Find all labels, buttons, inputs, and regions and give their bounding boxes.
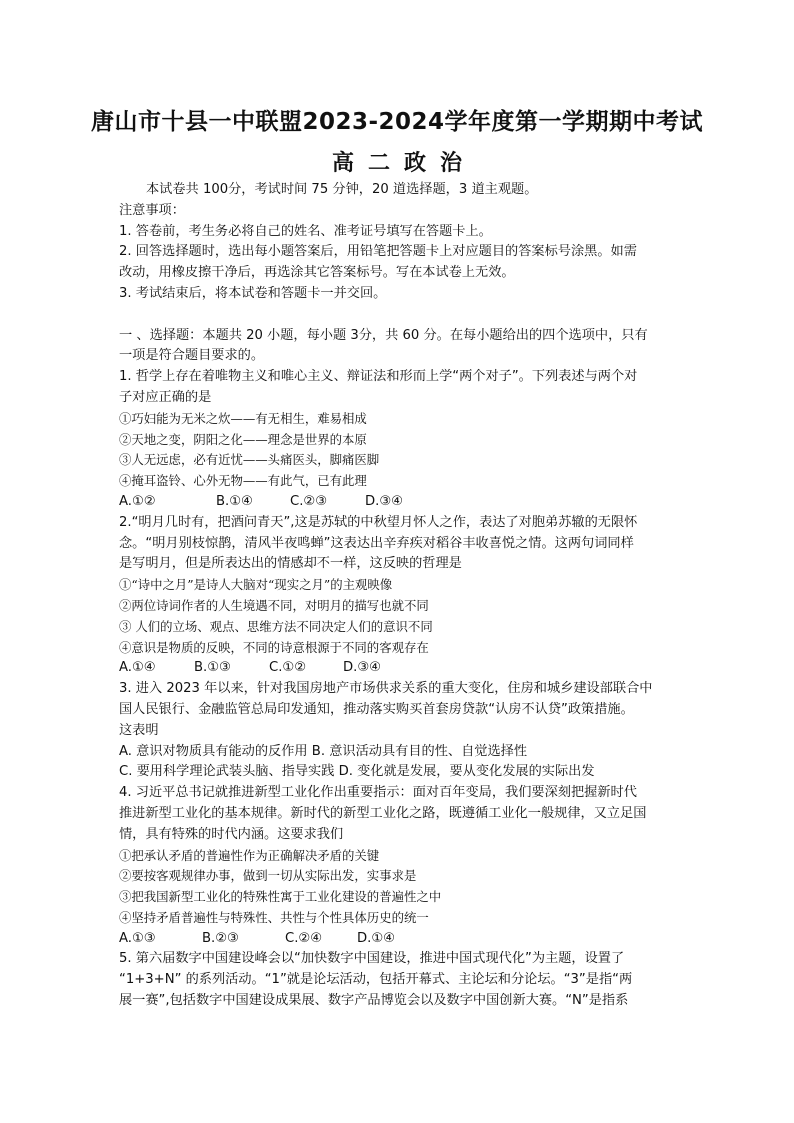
option-b: B.①④	[216, 493, 253, 509]
notice-line: 1. 答卷前，考生务必将自己的姓名、准考证号填写在答题卡上。	[119, 223, 492, 239]
question-item: ②天地之变，阴阳之化——理念是世界的本原	[119, 431, 367, 447]
question-stem: 子对应正确的是	[119, 389, 212, 405]
question-option-line: A. 意识对物质具有能动的反作用 B. 意识活动具有目的性、自觉选择性	[119, 743, 528, 759]
option-d: D.③④	[343, 660, 381, 676]
question-stem: 3. 进入 2023 年以来，针对我国房地产市场供求关系的重大变化，住房和城乡建设部联合中	[119, 681, 653, 697]
section-heading: 一 、选择题：本题共 20 小题，每小题 3分，共 60 分。在每小题给出的四个选项中，只有	[119, 327, 648, 343]
option-c: C.①②	[269, 660, 307, 676]
option-a: A.①④	[119, 660, 156, 676]
option-c: C.②③	[290, 493, 328, 509]
question-item: ③ 人们的立场、观点、思维方法不同决定人们的意识不同	[119, 618, 433, 634]
question-item: ①“诗中之月”是诗人大脑对“现实之月”的主观映像	[119, 577, 393, 593]
question-stem: 国人民银行、金融监管总局印发通知，推动落实购买首套房贷款“认房不认贷”政策措施。	[119, 701, 634, 717]
option-c: C.②④	[285, 930, 323, 946]
subject-title: 高二政治	[331, 151, 476, 176]
question-item: ②要按客观规律办事，做到一切从实际出发，实事求是	[119, 868, 417, 884]
exam-title: 唐山市十县一中联盟2023-2024学年度第一学期期中考试	[90, 109, 704, 135]
question-stem: 念。“明月别枝惊鹊，清风半夜鸣蝉”这表达出辛弃疾对稻谷丰收喜悦之情。这两句词同样	[119, 535, 634, 551]
question-stem: 是写明月，但是所表达出的情感却不一样，这反映的哲理是	[119, 556, 462, 572]
section-heading: 一项是符合题目要求的。	[119, 348, 265, 364]
question-options	[119, 492, 689, 513]
option-d: D.③④	[365, 493, 403, 509]
notice-line: 2. 回答选择题时，选出每小题答案后，用铅笔把答题卡上对应题目的答案标号涂黑。如需	[119, 244, 637, 260]
option-b: B.②③	[202, 930, 239, 946]
spacer	[119, 305, 689, 326]
question-options	[119, 929, 689, 950]
question-item: ①把承认矛盾的普遍性作为正确解决矛盾的关键	[119, 847, 380, 863]
question-stem: 情，具有特殊的时代内涵。这要求我们	[119, 826, 344, 842]
question-item: ③人无远虑，必有近忧——头痛医头，脚痛医脚	[119, 452, 380, 468]
notice-line: 改动，用橡皮擦干净后，再选涂其它答案标号。写在本试卷上无效。	[119, 265, 515, 281]
question-stem: 1. 哲学上存在着唯物主义和唯心主义、辩证法和形而上学“两个对子”。下列表述与两个对	[119, 369, 638, 385]
question-stem: “1+3+N” 的系列活动。“1”就是论坛活动，包括开幕式、主论坛和分论坛。“3”是指“两	[119, 972, 633, 988]
question-stem: 展一赛”,包括数字中国建设成果展、数字产品博览会以及数字中国创新大赛。“N”是指系	[119, 993, 629, 1009]
question-item: ④坚持矛盾普遍性与特殊性、共性与个性具体历史的统一	[119, 909, 429, 925]
option-b: B.①③	[194, 660, 231, 676]
option-a: A.①③	[119, 930, 156, 946]
exam-intro: 本试卷共 100分，考试时间 75 分钟，20 道选择题，3 道主观题。	[146, 182, 538, 197]
question-item: ②两位诗词作者的人生境遇不同，对明月的描写也就不同	[119, 597, 429, 613]
question-item: ①巧妇能为无米之炊——有无相生，难易相成	[119, 410, 367, 426]
question-options	[119, 658, 689, 679]
question-item: ④掩耳盗铃、心外无物——有此气，已有此理	[119, 473, 367, 489]
question-stem: 这表明	[119, 722, 159, 738]
question-stem: 推进新型工业化的基本规律。新时代的新型工业化之路，既遵循工业化一般规律，又立足国	[119, 805, 647, 821]
notice-heading: 注意事项：	[119, 202, 185, 218]
option-d: D.①④	[357, 930, 395, 946]
question-stem: 2.“明月几时有，把酒问青天”,这是苏轼的中秋望月怀人之作，表达了对胞弟苏辙的无限怀	[119, 514, 638, 530]
question-stem: 4. 习近平总书记就推进新型工业化作出重要指示：面对百年变局，我们要深刻把握新时代	[119, 785, 637, 801]
question-item: ④意识是物质的反映，不同的诗意根源于不同的客观存在	[119, 639, 429, 655]
exam-body	[119, 180, 689, 1012]
question-stem: 5. 第六届数字中国建设峰会以“加快数字中国建设，推进中国式现代化”为主题，设置了	[119, 951, 625, 967]
question-item: ③把我国新型工业化的特殊性寓于工业化建设的普遍性之中	[119, 889, 442, 905]
option-a: A.①②	[119, 493, 156, 509]
notice-line: 3. 考试结束后，将本试卷和答题卡一并交回。	[119, 285, 387, 301]
question-option-line: C. 要用科学理论武装头脑、指导实践 D. 变化就是发展，要从变化发展的实际出发	[119, 764, 595, 780]
